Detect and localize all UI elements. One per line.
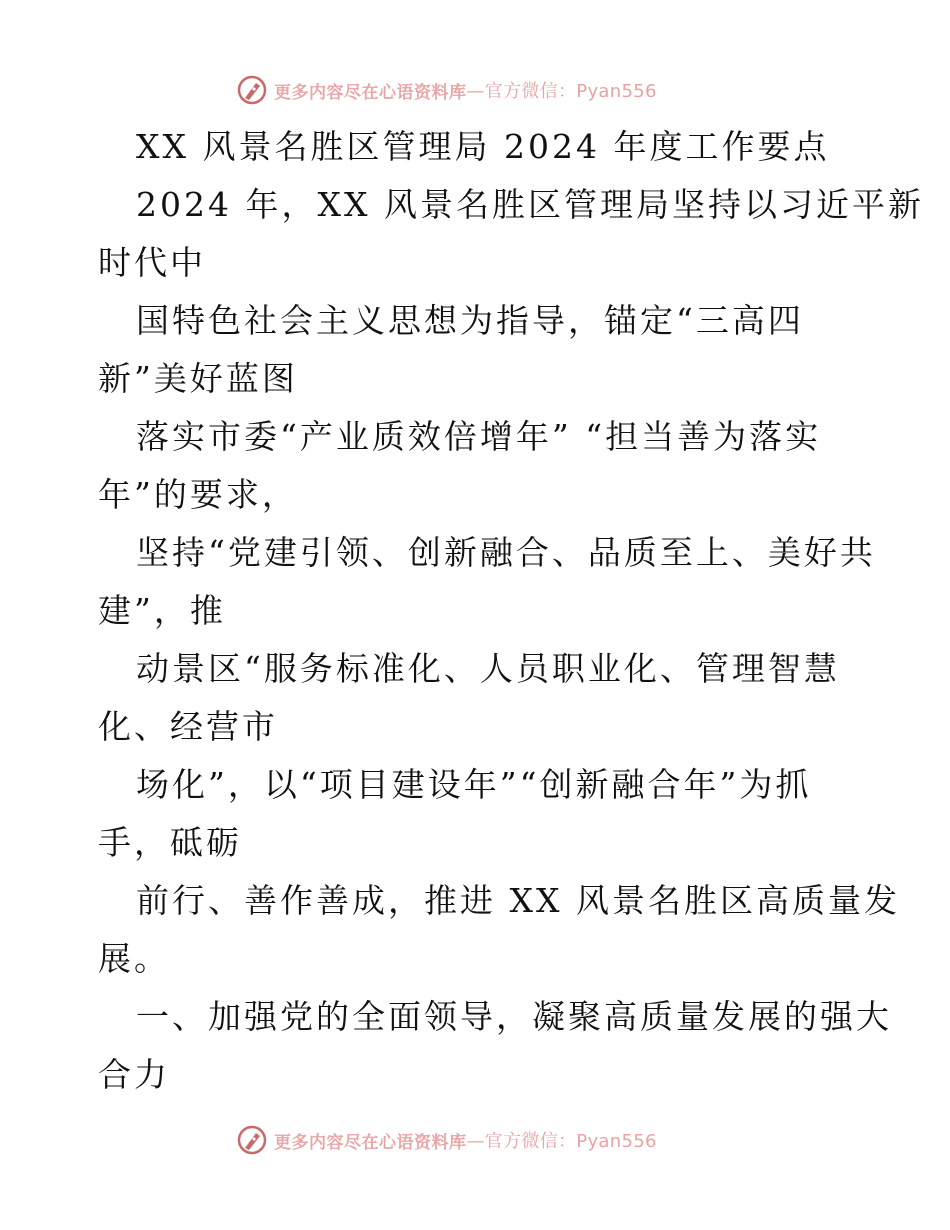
body-line: 新”美好蓝图 <box>98 359 298 398</box>
body-line: 时代中 <box>98 243 206 282</box>
body-line: 展。 <box>98 939 170 978</box>
body-line: 2024 年，XX 风景名胜区管理局坚持以习近平新 <box>136 185 924 224</box>
footer-watermark-banner <box>236 1122 657 1158</box>
body-line: 年”的要求， <box>98 475 298 514</box>
body-line: 国特色社会主义思想为指导，锚定“三高四 <box>136 301 804 340</box>
body-line: 化、经营市 <box>98 707 278 746</box>
pen-nib-logo-icon <box>236 1124 268 1156</box>
section-heading: 一、加强党的全面领导，凝聚高质量发展的强大 <box>136 997 892 1036</box>
body-line: 场化”，以“项目建设年”“创新融合年”为抓 <box>136 765 812 804</box>
body-line: 建”，推 <box>98 591 226 630</box>
body-line: 动景区“服务标准化、人员职业化、管理智慧 <box>136 649 840 688</box>
header-watermark-banner <box>236 72 657 108</box>
body-line: 坚持“党建引领、创新融合、品质至上、美好共 <box>136 533 876 572</box>
watermark-contact-text: —官方微信：Pyan556 <box>466 1131 657 1152</box>
watermark-promo-text: 更多内容尽在心语资料库 <box>274 1132 467 1153</box>
body-line: 前行、善作善成，推进 XX 风景名胜区高质量发 <box>136 881 900 920</box>
document-title: XX 风景名胜区管理局 2024 年度工作要点 <box>136 127 830 166</box>
watermark-contact-text: —官方微信：Pyan556 <box>466 81 657 102</box>
watermark-promo-text: 更多内容尽在心语资料库 <box>274 82 467 103</box>
document-body <box>98 118 924 1104</box>
section-heading-continued: 合力 <box>98 1055 170 1094</box>
body-line: 落实市委“产业质效倍增年” “担当善为落实 <box>136 417 822 456</box>
body-line: 手，砥砺 <box>98 823 242 862</box>
pen-nib-logo-icon <box>236 74 268 106</box>
